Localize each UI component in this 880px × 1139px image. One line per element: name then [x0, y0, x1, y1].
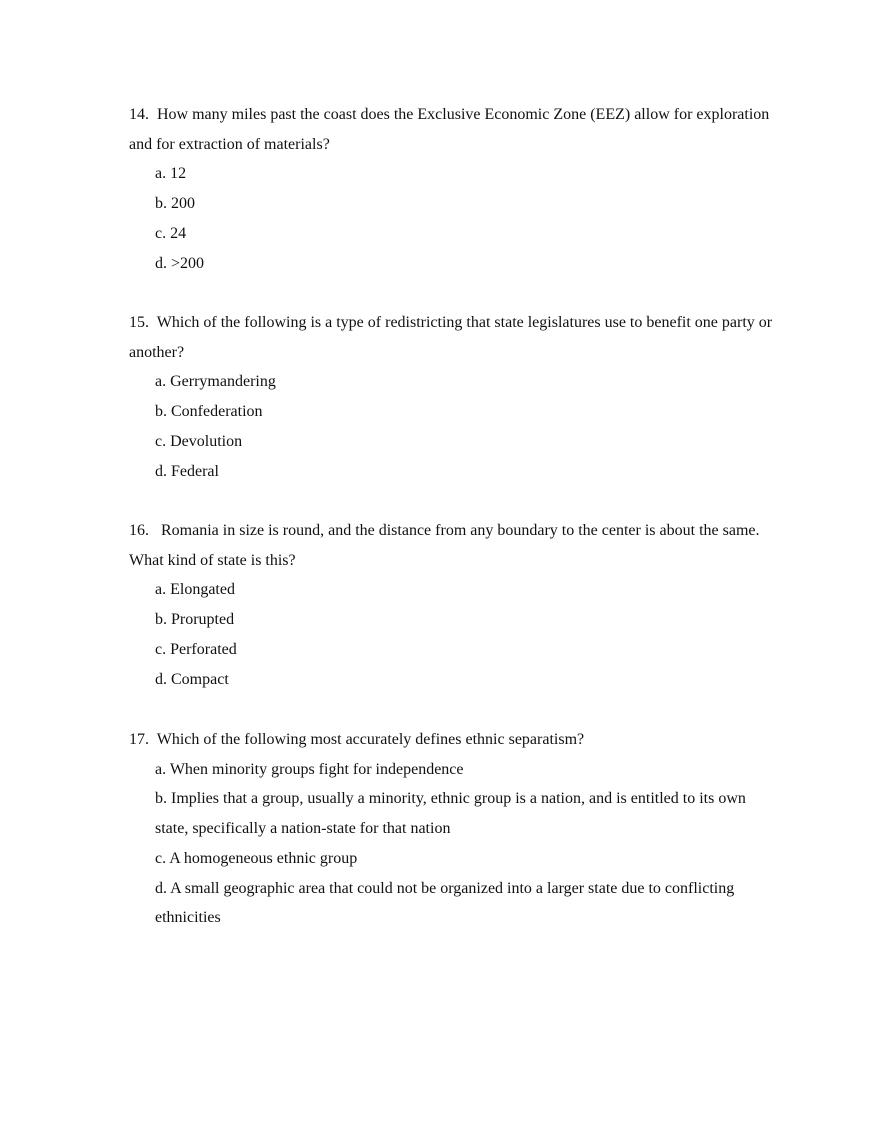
- answer-option-b: b. 200: [155, 195, 195, 213]
- answer-option-b: b. Confederation: [155, 403, 263, 421]
- question-number: 15.: [129, 314, 149, 331]
- question-text: [129, 100, 774, 159]
- answer-option-c: c. Perforated: [155, 640, 237, 658]
- answer-options: [129, 367, 774, 486]
- question-prompt: Which of the following most accurately defines ethnic separatism?: [156, 731, 585, 748]
- answer-options: [129, 755, 774, 933]
- answer-option-a: a. When minority groups fight for independence: [155, 760, 464, 778]
- question-14: [129, 100, 774, 278]
- answer-option-c: c. 24: [155, 224, 187, 242]
- answer-options: [129, 159, 774, 278]
- answer-option-b: b. Implies that a group, usually a minority, ethnic group is a nation, and is entitled to its own state, specifically a nation-state for that nation: [155, 790, 746, 838]
- question-number: 17.: [129, 731, 149, 748]
- answer-option-d: d. A small geographic area that could not be organized into a larger state due to conflicting ethnicities: [155, 879, 735, 927]
- question-15: [129, 308, 774, 486]
- question-16: [129, 516, 774, 694]
- answer-option-d: d. >200: [155, 254, 205, 272]
- question-prompt: How many miles past the coast does the Exclusive Economic Zone (EEZ) allow for exploration and for extraction of materials?: [129, 106, 770, 153]
- answer-option-d: d. Compact: [155, 670, 229, 688]
- answer-option-a: a. 12: [155, 165, 187, 183]
- answer-option-a: a. Gerrymandering: [155, 373, 276, 391]
- question-number: 14.: [129, 106, 149, 123]
- answer-option-a: a. Elongated: [155, 581, 235, 599]
- question-text: [129, 516, 774, 575]
- question-number: 16.: [129, 522, 149, 539]
- question-17: [129, 725, 774, 933]
- answer-options: [129, 575, 774, 694]
- question-text: [129, 725, 774, 755]
- answer-option-c: c. A homogeneous ethnic group: [155, 849, 358, 867]
- question-prompt: Romania in size is round, and the distance from any boundary to the center is about the same. What kind of state is this?: [129, 522, 760, 569]
- question-prompt: Which of the following is a type of redistricting that state legislatures use to benefit one party or another?: [129, 314, 773, 361]
- answer-option-c: c. Devolution: [155, 432, 243, 450]
- answer-option-b: b. Prorupted: [155, 611, 235, 629]
- question-text: [129, 308, 774, 367]
- answer-option-d: d. Federal: [155, 462, 219, 480]
